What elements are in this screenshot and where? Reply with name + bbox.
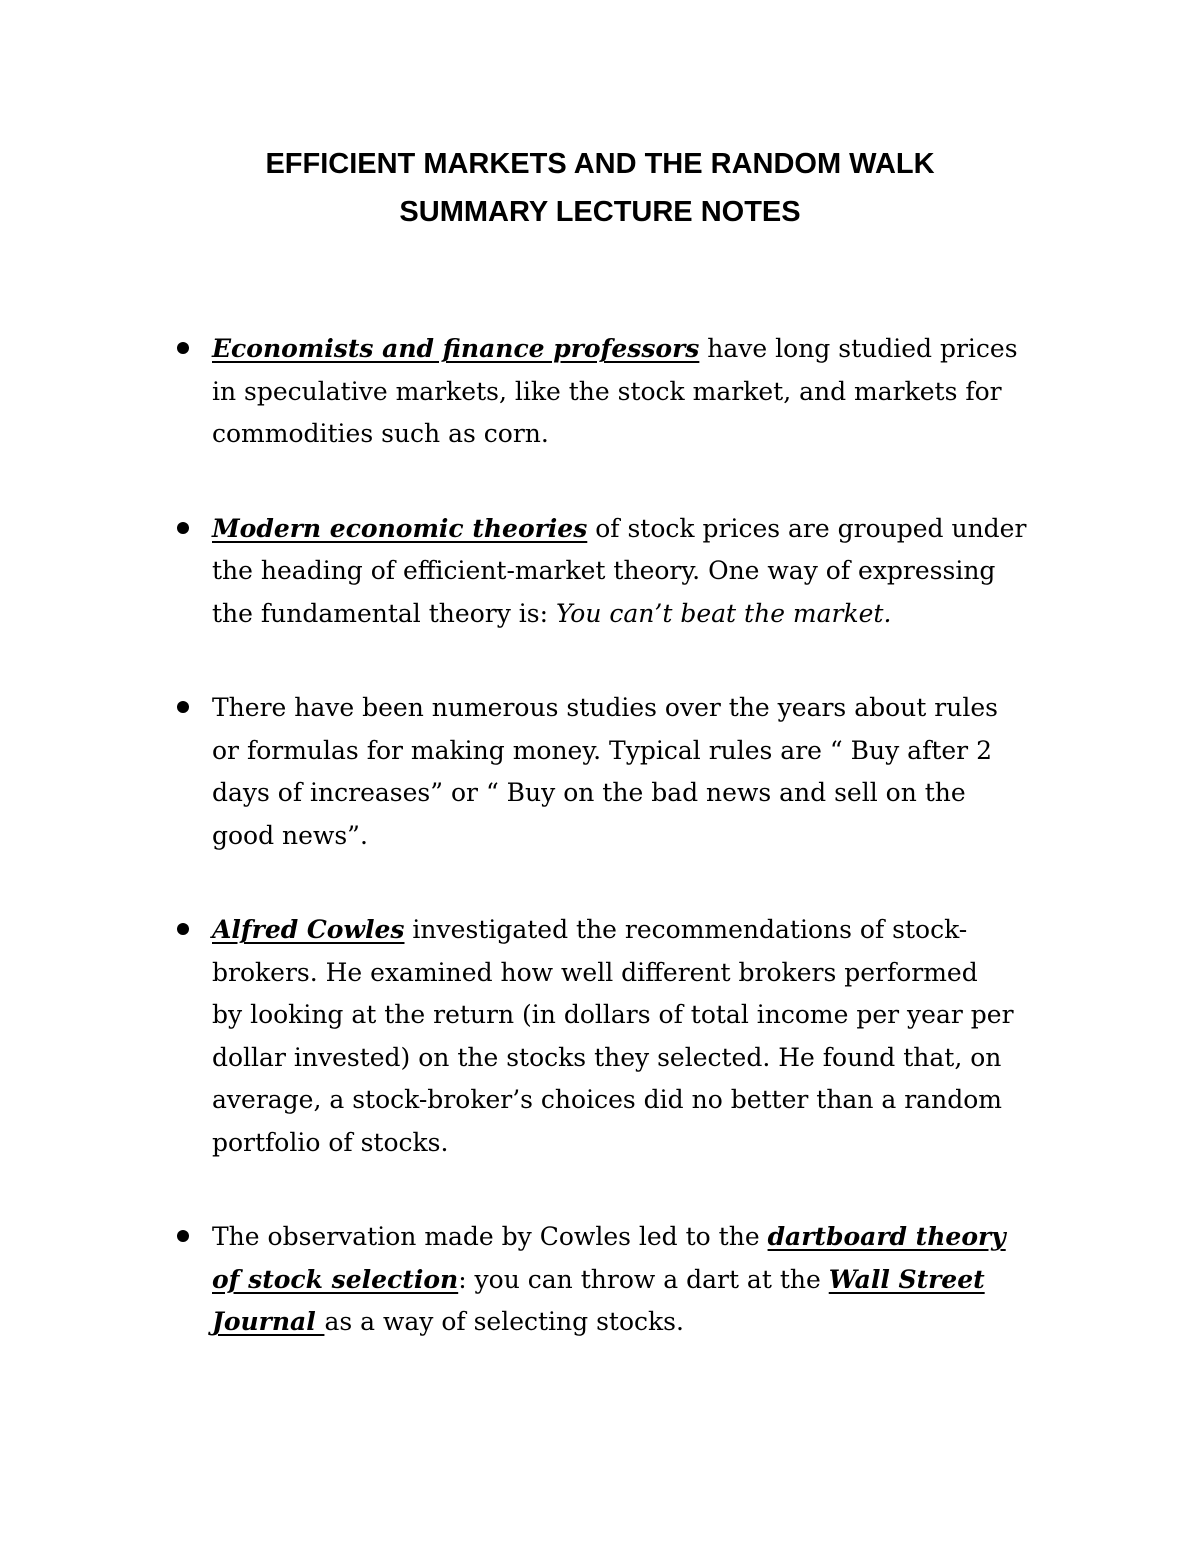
emphasis-term: Wall Street [828,1264,985,1294]
text-line: commodities such as corn. [212,419,549,448]
text-line: by looking at the return (in dollars of total income per year per [212,1000,1014,1029]
emphasis-term: Alfred Cowles [212,915,405,944]
text-line: in speculative markets, like the stock market, and markets for [212,376,1002,406]
text-line [212,593,1082,636]
bullet-list [212,328,1082,1396]
text-line: brokers. He examined how well different brokers performed [212,957,978,987]
line-text: The observation made by Cowles led to the [212,1222,768,1251]
title-line-1: EFFICIENT MARKETS AND THE RANDOM WALK [265,148,935,180]
bullet-dot-icon [177,522,189,534]
bullet-dot-icon [177,1230,189,1242]
line-text: : you can throw a dart at the [458,1264,829,1294]
emphasis-term: of stock selection [212,1264,459,1294]
text-line [212,508,1082,551]
title-line-2: SUMMARY LECTURE NOTES [399,196,801,228]
line-text: of stock prices are grouped under [587,513,1027,543]
bullet-item [212,508,1082,636]
bullet-dot-icon [177,701,189,713]
emphasis-term: Economists and finance professors [212,334,700,363]
text-line: or formulas for making money. Typical rules are “ Buy after 2 [212,735,992,765]
bullet-item [212,687,1082,857]
text-line [212,1301,1082,1344]
text-line: days of increases” or “ Buy on the bad news and sell on the [212,778,966,807]
document-title [0,140,1200,236]
text-line: average, a stock-broker’s choices did no better than a random [212,1085,1002,1114]
bullet-item [212,909,1082,1164]
text-line: There have been numerous studies over the years about rules [212,693,998,722]
text-line: good news”. [212,820,368,850]
text-line [212,1216,1082,1259]
text-line: the heading of efficient-market theory. One way of expressing [212,556,996,585]
text-line [212,328,1082,371]
bullet-dot-icon [177,342,189,354]
line-text: investigated the recommendations of stock- [404,915,968,944]
line-text: the fundamental theory is: [212,598,556,628]
emphasis-term: Modern economic theories [212,513,588,543]
emphasis-term: Journal [212,1307,325,1336]
line-text: as a way of selecting stocks. [324,1307,684,1336]
text-line [212,909,1082,952]
italic-quote: You can’t beat the market. [555,598,892,628]
bullet-item [212,1216,1082,1344]
text-line: dollar invested) on the stocks they selected. He found that, on [212,1042,1002,1072]
emphasis-term: dartboard theory [767,1222,1006,1251]
bullet-item [212,328,1082,456]
text-line: portfolio of stocks. [212,1127,449,1157]
line-text: have long studied prices [699,334,1018,363]
bullet-dot-icon [177,923,189,935]
text-line [212,1259,1082,1302]
